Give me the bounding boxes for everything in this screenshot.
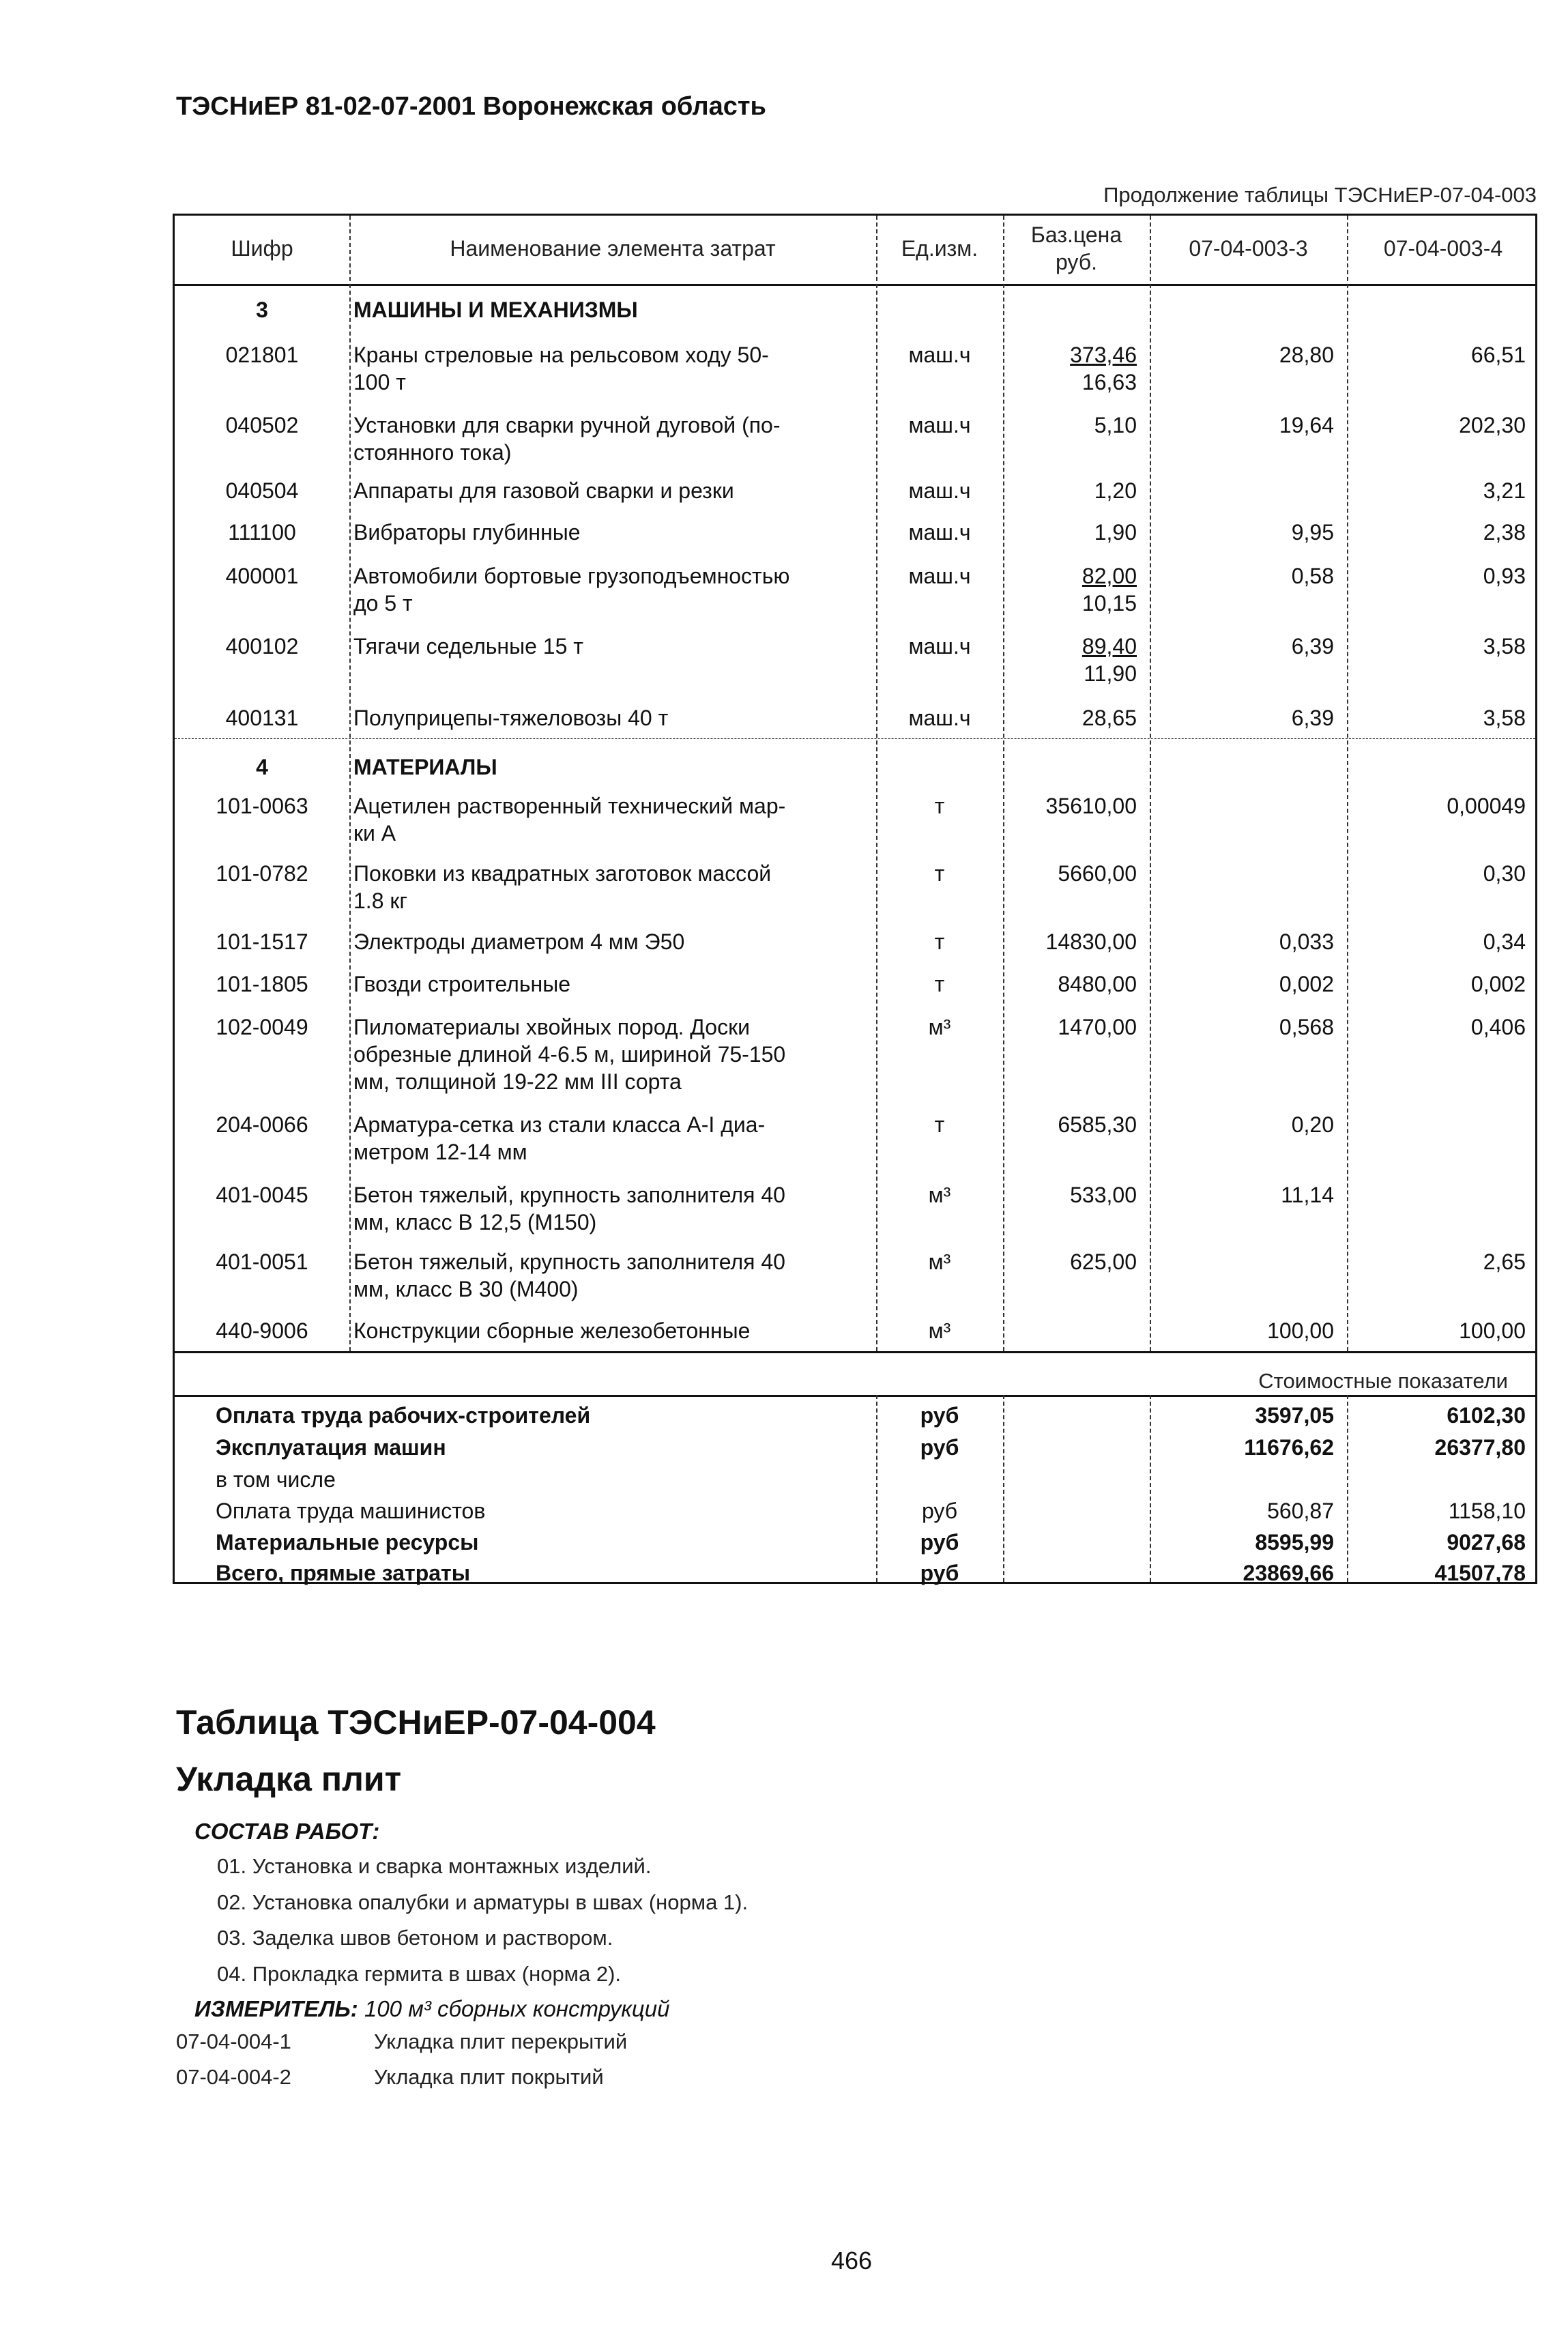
row-name: Бетон тяжелый, крупность заполнителя 40	[353, 1250, 785, 1274]
summary-label: в том числе	[216, 1467, 336, 1492]
row-name: Электроды диаметром 4 мм Э50	[353, 929, 685, 954]
row-norm-3-value: 100,00	[1267, 1318, 1334, 1343]
header-price-line2: руб.	[1055, 250, 1097, 274]
header-norm-3: 07-04-003-3	[1189, 236, 1308, 261]
header-name: Наименование элемента затрат	[450, 236, 776, 261]
row-code: 040504	[225, 478, 299, 503]
row-code: 400102	[225, 634, 299, 659]
row-norm-3-value: 9,95	[1291, 520, 1334, 545]
row-norm-4-value: 3,58	[1483, 634, 1526, 659]
norm-label: Укладка плит покрытий	[374, 2065, 604, 2089]
row-code: 204-0066	[216, 1112, 308, 1137]
section-title: МАТЕРИАЛЫ	[353, 755, 497, 779]
row-name: Краны стреловые на рельсовом ходу 50-	[353, 343, 769, 367]
row-unit: м³	[928, 1250, 951, 1274]
header-divider	[175, 284, 1535, 286]
row-base-price: 35610,00	[1045, 794, 1137, 818]
row-name: Автомобили бортовые грузоподъемностью	[353, 564, 790, 588]
row-unit: м³	[928, 1183, 951, 1207]
row-name: мм, класс В 12,5 (М150)	[353, 1210, 597, 1234]
row-code: 101-0063	[216, 794, 308, 818]
row-base-price: 82,00	[1081, 564, 1137, 588]
row-base-price: 373,46	[1070, 343, 1137, 367]
row-base-price: 1470,00	[1058, 1015, 1137, 1039]
summary-unit: руб	[920, 1530, 959, 1555]
page-number: 466	[831, 2247, 873, 2274]
row-norm-3-value: 28,80	[1279, 343, 1334, 367]
summary-norm-3-value: 11676,62	[1244, 1435, 1334, 1460]
norm-label: Укладка плит перекрытий	[374, 2030, 628, 2053]
row-code: 111100	[228, 520, 296, 545]
row-code: 401-0045	[216, 1183, 308, 1207]
works-label: СОСТАВ РАБОТ:	[194, 1819, 380, 1844]
summary-unit: руб	[920, 1403, 959, 1428]
row-norm-4-value: 0,406	[1470, 1015, 1526, 1039]
norm-code: 07-04-004-1	[176, 2030, 291, 2053]
row-unit: маш.ч	[908, 478, 971, 503]
header-price	[1003, 221, 1150, 276]
row-base-price: 533,00	[1070, 1183, 1137, 1207]
summary-unit: руб	[920, 1561, 959, 1585]
row-name: Установки для сварки ручной дуговой (по-	[353, 413, 781, 437]
summary-label: Материальные ресурсы	[216, 1530, 479, 1555]
norm-code: 07-04-004-2	[176, 2065, 291, 2089]
summary-norm-3-value: 560,87	[1267, 1499, 1334, 1523]
row-norm-3-value: 11,14	[1281, 1183, 1334, 1207]
row-name: Поковки из квадратных заготовок массой	[353, 861, 772, 886]
row-name: Полуприцепы-тяжеловозы 40 т	[353, 706, 669, 730]
section-number: 3	[256, 298, 268, 322]
row-base-price: 28,65	[1081, 706, 1137, 730]
summary-norm-3-value: 3597,05	[1255, 1403, 1334, 1428]
row-unit: м³	[928, 1015, 951, 1039]
cost-table	[173, 214, 1537, 1584]
row-norm-3-value: 6,39	[1291, 706, 1334, 730]
row-norm-3-value: 0,002	[1279, 972, 1334, 996]
row-unit: т	[934, 794, 945, 818]
row-norm-4-value: 0,34	[1483, 929, 1526, 954]
work-item: 01. Установка и сварка монтажных изделий.	[217, 1854, 652, 1878]
summary-norm-4-value: 26377,80	[1434, 1435, 1526, 1460]
row-norm-4-value: 3,21	[1483, 478, 1526, 503]
row-name: Арматура-сетка из стали класса А-I диа-	[353, 1112, 766, 1137]
next-table-title: Таблица ТЭСНиЕР-07-04-004	[176, 1703, 656, 1742]
row-base-price: 625,00	[1070, 1250, 1137, 1274]
document-title: ТЭСНиЕР 81-02-07-2001 Воронежская область	[176, 92, 766, 121]
row-norm-4-value: 0,30	[1483, 861, 1526, 886]
row-unit: маш.ч	[908, 634, 971, 659]
summary-norm-4-value: 6102,30	[1447, 1403, 1526, 1428]
row-base-price: 5,10	[1094, 413, 1137, 437]
summary-divider	[175, 1395, 1535, 1397]
row-code: 101-1805	[216, 972, 308, 996]
row-code: 401-0051	[216, 1250, 308, 1274]
row-name: Вибраторы глубинные	[353, 520, 581, 545]
row-norm-4-value: 0,002	[1470, 972, 1526, 996]
meter	[194, 1996, 669, 2022]
row-norm-3-value: 19,64	[1279, 413, 1334, 437]
row-norm-4-value: 2,38	[1483, 520, 1526, 545]
row-code: 400131	[225, 706, 299, 730]
row-unit: маш.ч	[908, 343, 971, 367]
section-divider	[175, 738, 1535, 739]
header-price-line1: Баз.цена	[1030, 222, 1122, 247]
row-norm-4-value: 3,58	[1483, 706, 1526, 730]
row-name: Конструкции сборные железобетонные	[353, 1318, 751, 1343]
row-name: стоянного тока)	[353, 440, 512, 465]
row-base-price: 1,90	[1094, 520, 1137, 545]
row-base-price-labor: 16,63	[1081, 370, 1137, 394]
header-norm-4: 07-04-003-4	[1383, 236, 1503, 261]
row-norm-4-value: 66,51	[1470, 343, 1526, 367]
row-unit: т	[934, 929, 945, 954]
row-base-price: 1,20	[1094, 478, 1137, 503]
row-code: 101-1517	[216, 929, 308, 954]
row-name: Пиломатериалы хвойных пород. Доски	[353, 1015, 750, 1039]
row-code: 400001	[225, 564, 299, 588]
header-unit: Ед.изм.	[901, 236, 978, 261]
row-unit: т	[934, 972, 945, 996]
row-name: Ацетилен растворенный технический мар-	[353, 794, 786, 818]
row-name: Аппараты для газовой сварки и резки	[353, 478, 734, 503]
meter-label: ИЗМЕРИТЕЛЬ:	[194, 1996, 358, 2021]
row-unit: м³	[928, 1318, 951, 1343]
row-norm-3-value: 0,033	[1279, 929, 1334, 954]
row-name: мм, класс В 30 (М400)	[353, 1277, 579, 1301]
row-norm-3-value: 0,568	[1279, 1015, 1334, 1039]
next-table-subtitle: Укладка плит	[176, 1760, 402, 1798]
row-name: мм, толщиной 19-22 мм III сорта	[353, 1069, 682, 1094]
row-base-price: 6585,30	[1058, 1112, 1137, 1137]
summary-unit: руб	[920, 1435, 959, 1460]
cost-indicators-caption: Стоимостные показатели	[1258, 1369, 1508, 1393]
header-code: Шифр	[231, 236, 293, 261]
row-norm-3-value: 0,58	[1291, 564, 1334, 588]
row-norm-3-value: 0,20	[1291, 1112, 1334, 1137]
table-continuation-caption: Продолжение таблицы ТЭСНиЕР-07-04-003	[1103, 183, 1537, 207]
row-base-price: 5660,00	[1058, 861, 1137, 886]
row-base-price-labor: 11,90	[1084, 661, 1137, 686]
row-name: 100 т	[353, 370, 406, 394]
row-unit: маш.ч	[908, 520, 971, 545]
row-unit: т	[934, 861, 945, 886]
summary-label: Оплата труда машинистов	[216, 1499, 486, 1523]
row-name: Тягачи седельные 15 т	[353, 634, 583, 659]
section-number: 4	[256, 755, 268, 779]
row-unit: маш.ч	[908, 413, 971, 437]
row-name: Бетон тяжелый, крупность заполнителя 40	[353, 1183, 785, 1207]
row-code: 021801	[225, 343, 299, 367]
summary-label: Эксплуатация машин	[216, 1435, 446, 1460]
summary-norm-3-value: 8595,99	[1255, 1530, 1334, 1555]
work-item: 02. Установка опалубки и арматуры в швах (норма 1).	[217, 1890, 749, 1914]
row-code: 440-9006	[216, 1318, 308, 1343]
row-base-price: 8480,00	[1058, 972, 1137, 996]
summary-norm-3-value: 23869,66	[1243, 1561, 1334, 1585]
work-item: 03. Заделка швов бетоном и раствором.	[217, 1926, 613, 1950]
row-code: 101-0782	[216, 861, 308, 886]
summary-norm-4-value: 41507,78	[1434, 1561, 1526, 1585]
work-item: 04. Прокладка гермита в швах (норма 2).	[217, 1962, 622, 1986]
row-norm-4-value: 0,93	[1483, 564, 1526, 588]
row-name: до 5 т	[353, 591, 413, 616]
row-norm-4-value: 0,00049	[1447, 794, 1526, 818]
row-name: Гвозди строительные	[353, 972, 570, 996]
row-base-price-labor: 10,15	[1081, 591, 1137, 616]
row-norm-4-value: 2,65	[1483, 1250, 1526, 1274]
row-name: обрезные длиной 4-6.5 м, шириной 75-150	[353, 1042, 786, 1067]
meter-value: 100 м³ сборных конструкций	[364, 1996, 670, 2021]
column-line	[349, 216, 351, 1351]
summary-norm-4-value: 1158,10	[1448, 1499, 1526, 1523]
column-line	[1003, 1395, 1004, 1582]
row-unit: маш.ч	[908, 706, 971, 730]
column-line	[1347, 216, 1348, 1351]
row-base-price: 89,40	[1081, 634, 1137, 659]
table-divider	[175, 1351, 1535, 1353]
section-title: МАШИНЫ И МЕХАНИЗМЫ	[353, 298, 638, 322]
row-base-price: 14830,00	[1045, 929, 1137, 954]
row-norm-4-value: 202,30	[1459, 413, 1526, 437]
summary-label: Оплата труда рабочих-строителей	[216, 1403, 591, 1428]
row-norm-4-value: 100,00	[1459, 1318, 1526, 1343]
summary-label: Всего, прямые затраты	[216, 1561, 471, 1585]
row-name: метром 12-14 мм	[353, 1140, 527, 1164]
row-unit: т	[934, 1112, 945, 1137]
row-name: 1.8 кг	[353, 889, 408, 913]
summary-unit: руб	[921, 1499, 958, 1523]
row-unit: маш.ч	[908, 564, 971, 588]
row-name: ки А	[353, 821, 396, 846]
summary-norm-4-value: 9027,68	[1447, 1530, 1526, 1555]
row-code: 102-0049	[216, 1015, 308, 1039]
row-code: 040502	[225, 413, 299, 437]
row-norm-3-value: 6,39	[1291, 634, 1334, 659]
